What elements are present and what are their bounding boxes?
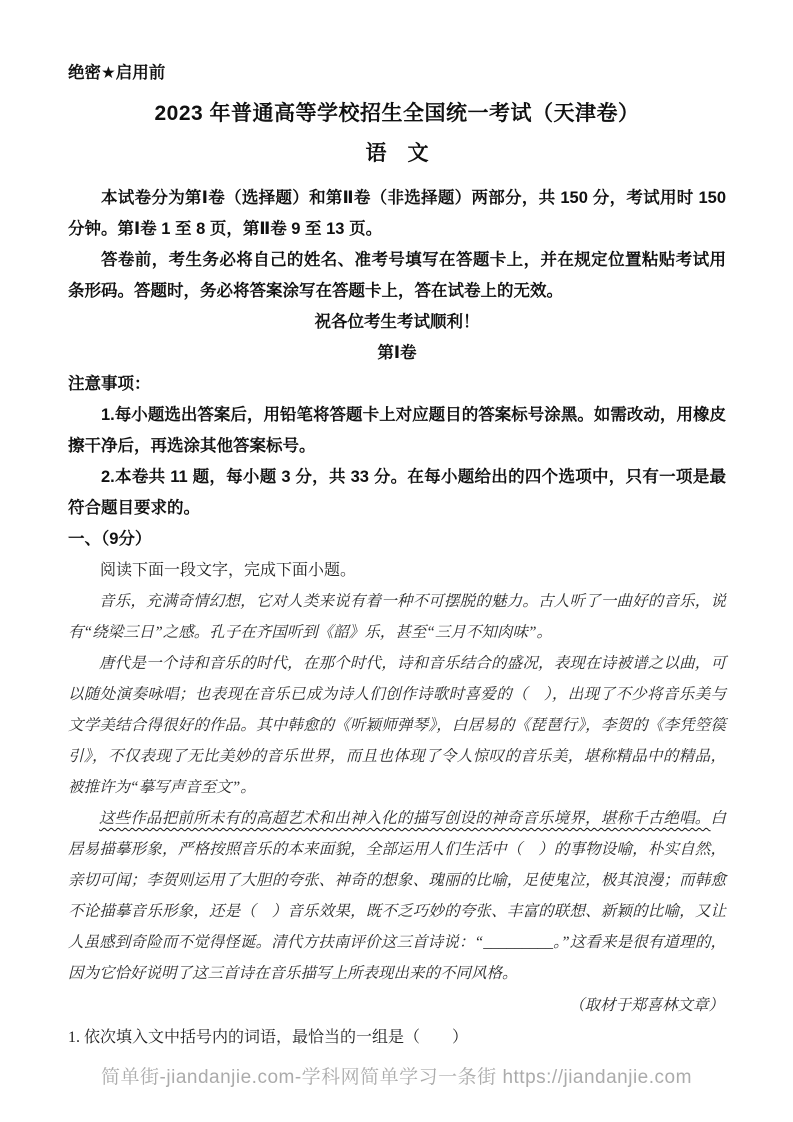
section-title-volume1: 第Ⅰ卷 — [377, 344, 417, 362]
intro-paragraph-answer-sheet: 答卷前，考生务必将自己的姓名、准考号填写在答题卡上，并在规定位置粘贴考试用条形码。答题时，务必将答案涂写在答题卡上，答在试卷上的无效。 — [68, 251, 726, 300]
question-1: 1. 依次填入文中括号内的词语，最恰当的一组是（ ） — [68, 1029, 469, 1046]
notice-item-1: 1.每小题选出答案后，用铅笔将答题卡上对应题目的答案标号涂黑。如需改动，用橡皮擦干净后，再选涂其他答案标号。 — [68, 406, 726, 455]
passage-paragraph-3-rest: 白居易描摹形象，严格按照音乐的本来面貌，全部运用人们生活中（ ）的事物设喻，朴实自然，亲切可闻；李贺则运用了大胆的夸张、神奇的想象、瑰丽的比喻，足使鬼泣，极其浪漫；而韩愈不论描摹音乐形象，还是（ ）音乐效果，既不乏巧妙的夸张、丰富的联想、新颖的比喻，又让人虽感到奇险而不觉得怪诞。清代方扶南评价这三首诗说：“_________。”这看来是很有道理的，因为它恰好说明了这三首诗在音乐描写上所表现出来的不同风格。 — [68, 810, 726, 982]
wish-line: 祝各位考生考试顺利！ — [314, 313, 480, 331]
classification-label: 绝密★启用前 — [68, 64, 166, 82]
passage-paragraph-2: 唐代是一个诗和音乐的时代，在那个时代，诗和音乐结合的盛况，表现在诗被谱之以曲，可以随处演奏咏唱；也表现在音乐已成为诗人们创作诗歌时喜爱的（ ），出现了不少将音乐美与文学美结合得很好的作品。其中韩愈的《听颖师弹琴》，白居易的《琵琶行》，李贺的《李凭箜篌引》，不仅表现了无比美妙的音乐世界，而且也体现了令人惊叹的音乐美，堪称精品中的精品，被推许为“摹写声音至文”。 — [68, 655, 726, 796]
passage-paragraph-3 — [68, 803, 726, 989]
passage-source-attribution: （取材于郑喜林文章） — [568, 997, 724, 1014]
reading-instruction: 阅读下面一段文字，完成下面小题。 — [100, 562, 357, 579]
part-heading-one: 一、（9分） — [68, 530, 152, 548]
wavy-underlined-sentence: 这些作品把前所未有的高超艺术和出神入化的描写创设的神奇音乐境界，堪称千古绝唱。 — [99, 810, 711, 827]
exam-title: 2023 年普通高等学校招生全国统一考试（天津卷） — [154, 102, 640, 125]
subject-title: 语 文 — [365, 142, 429, 165]
passage-paragraph-1: 音乐，充满奇情幻想，它对人类来说有着一种不可摆脱的魅力。古人听了一曲好的音乐，说有“绕梁三日”之感。孔子在齐国听到《韶》乐，甚至“三月不知肉味”。 — [68, 593, 726, 641]
intro-paragraph-structure: 本试卷分为第Ⅰ卷（选择题）和第Ⅱ卷（非选择题）两部分，共 150 分，考试用时 150 分钟。第Ⅰ卷 1 至 8 页，第Ⅱ卷 9 至 13 页。 — [68, 189, 726, 238]
watermark-footer: 简单街-jiandanjie.com-学科网简单学习一条街 https://jiandanjie.com — [101, 1067, 692, 1088]
notice-heading: 注意事项： — [68, 375, 151, 393]
notice-item-2: 2.本卷共 11 题，每小题 3 分，共 33 分。在每小题给出的四个选项中，只有一项是最符合题目要求的。 — [68, 468, 726, 517]
